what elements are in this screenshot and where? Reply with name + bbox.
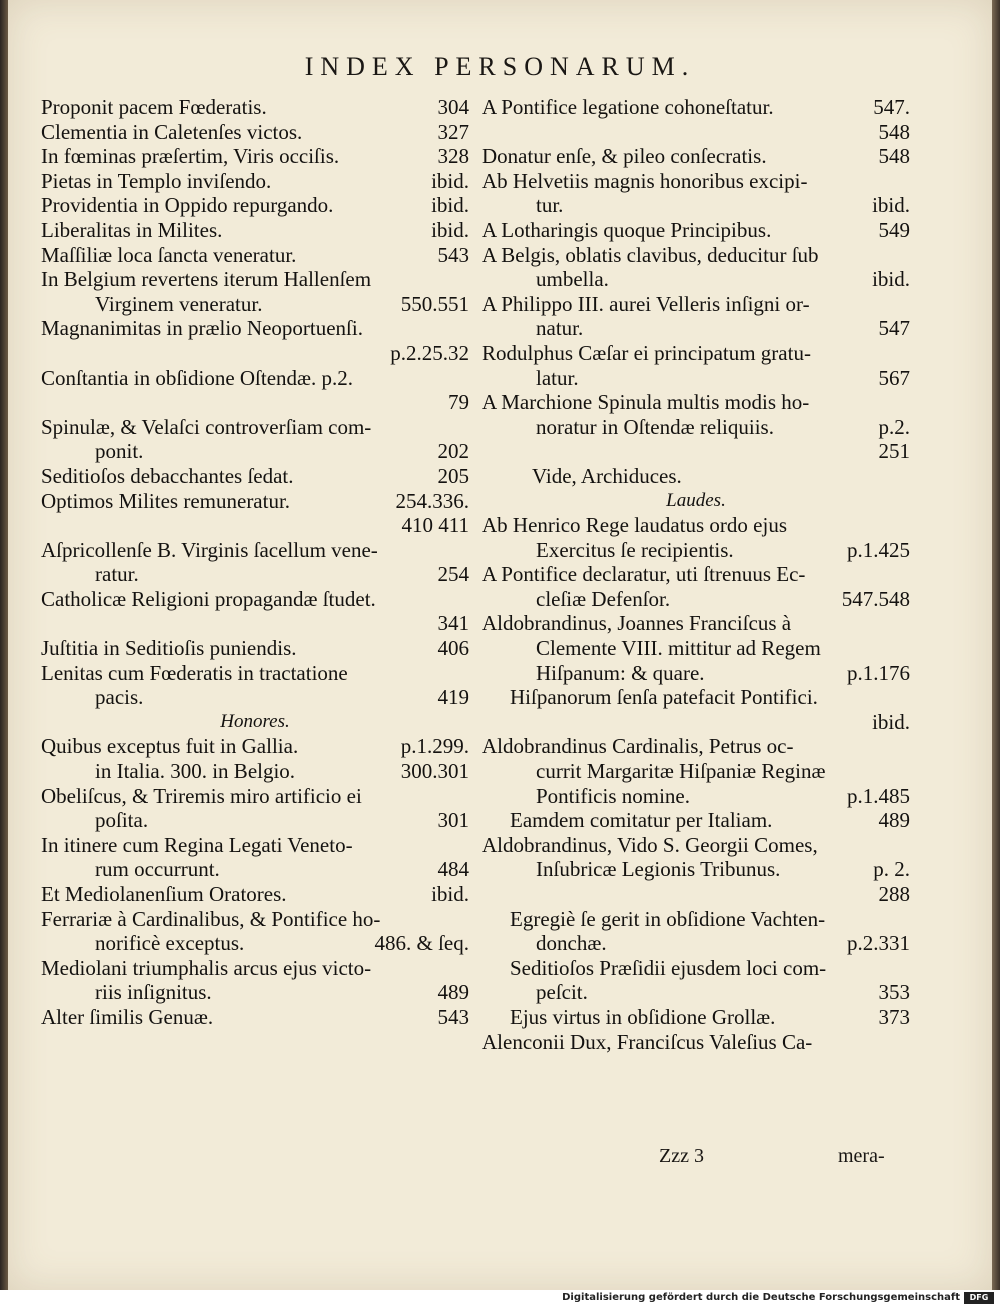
entry-page-ref: 202 (437, 439, 469, 464)
entry-page-ref: 489 (437, 980, 469, 1005)
entry-page-ref: 484 (437, 857, 469, 882)
entry-page-ref: 254 (437, 562, 469, 587)
index-entry-line (41, 882, 469, 907)
index-entry-line (41, 759, 469, 784)
entry-text: ponit. (95, 439, 144, 464)
entry-page-ref: ibid. (431, 882, 469, 906)
entry-text: Ab Henrico Rege laudatus ordo ejus (482, 513, 788, 538)
entry-text: rum occurrunt. (95, 857, 220, 882)
entry-page-ref: 327 (437, 119, 469, 144)
signature-mark: Zzz 3 (659, 1145, 704, 1167)
entry-text: donchæ. (536, 931, 607, 956)
entry-text: latur. (536, 365, 579, 390)
index-entry-line (41, 169, 469, 194)
entry-page-ref: p.1.425 (847, 537, 910, 562)
section-heading (482, 489, 910, 514)
index-entry-line (482, 636, 910, 661)
entry-page-ref: ibid. (872, 709, 910, 734)
index-entry-line (482, 144, 910, 169)
entry-text: Aldobrandinus, Joannes Franciſcus à (482, 611, 792, 636)
entry-text: pacis. (95, 685, 144, 710)
index-entry-line (482, 193, 910, 218)
entry-text: Alter ſimilis Genuæ. (41, 1004, 214, 1029)
index-entry-line (482, 538, 910, 563)
index-entry-line (482, 439, 910, 464)
index-entry-line (41, 439, 469, 464)
index-entry-line (482, 366, 910, 391)
entry-page-ref: 373 (878, 1004, 910, 1029)
entry-page-ref: p.2. (878, 414, 910, 439)
index-entry-line (482, 316, 910, 341)
entry-page-ref: 353 (878, 980, 910, 1005)
entry-text: Juſtitia in Seditioſis puniendis. (41, 636, 297, 661)
entry-text: Magnanimitas in prælio Neoportuenſi. (41, 316, 363, 341)
entry-text: A Marchione Spinula multis modis ho- (482, 390, 810, 415)
entry-page-ref: 549 (878, 217, 910, 242)
entry-text: A Lotharingis quoque Principibus. (482, 217, 772, 242)
entry-text: A Pontifice legatione cohoneſtatur. (482, 95, 774, 119)
entry-text: umbella. (536, 267, 609, 292)
entry-page-ref: 548 (878, 144, 910, 169)
entry-text: Proponit pacem Fœderatis. (41, 95, 267, 119)
index-entry-line (482, 1030, 910, 1055)
index-entry-line (41, 907, 469, 932)
index-entry-line (482, 513, 910, 538)
entry-text: Aldobrandinus Cardinalis, Petrus oc- (482, 734, 794, 759)
book-page (8, 0, 992, 1290)
index-entry-line (41, 120, 469, 145)
index-entry-line (41, 808, 469, 833)
index-entry-line (41, 956, 469, 981)
index-entry-line (482, 808, 910, 833)
index-entry-line (41, 144, 469, 169)
index-entry-line (41, 218, 469, 243)
index-entry-line (41, 636, 469, 661)
entry-text: noratur in Oſtendæ reliquiis. (536, 414, 774, 439)
index-column-right (482, 95, 910, 1054)
entry-text: In itinere cum Regina Legati Veneto- (41, 832, 353, 857)
index-entry-line (482, 587, 910, 612)
entry-page-ref: ibid. (431, 193, 469, 218)
index-entry-line (41, 833, 469, 858)
entry-page-ref: ibid. (431, 168, 469, 193)
entry-text: Pontificis nomine. (536, 783, 690, 808)
entry-page-ref: 543 (437, 242, 469, 267)
entry-text: In fœminas præſertim, Viris occiſis. (41, 144, 340, 169)
entry-text: Eamdem comitatur per Italiam. (510, 808, 773, 833)
page-header: INDEX PERSONARUM. (304, 52, 696, 81)
index-entry-line (482, 341, 910, 366)
entry-page-ref: 547. (873, 95, 910, 119)
entry-page-ref: 288 (878, 882, 910, 906)
entry-text: Alenconii Dux, Franciſcus Valeſius Ca- (482, 1029, 813, 1054)
entry-text: In Belgium revertens iterum Hallenſem (41, 267, 372, 292)
entry-page-ref: 489 (878, 808, 910, 833)
entry-text: Rodulphus Cæſar ei principatum gratu- (482, 340, 811, 365)
index-entry-line (482, 390, 910, 415)
index-entry-line (482, 267, 910, 292)
entry-text: norificè exceptus. (95, 931, 245, 956)
entry-text: natur. (536, 316, 584, 341)
entry-text: Laudes. (666, 489, 726, 511)
index-entry-line (41, 267, 469, 292)
entry-page-ref: 304 (437, 95, 469, 119)
entry-text: Seditioſos Præſidii ejusdem loci com- (510, 955, 827, 980)
entry-text: Catholicæ Religioni propagandæ ſtudet. (41, 586, 376, 611)
entry-page-ref: ibid. (431, 217, 469, 242)
index-entry-line (41, 931, 469, 956)
entry-text: Ferrariæ à Cardinalibus, & Pontifice ho- (41, 906, 381, 931)
entry-page-ref: 548 (878, 119, 910, 144)
entry-text: Vide, Archiduces. (532, 463, 682, 488)
index-entry-line (41, 415, 469, 440)
index-entry-line (41, 587, 469, 612)
index-entry-line (482, 710, 910, 735)
index-entry-line (41, 538, 469, 563)
index-entry-line (482, 218, 910, 243)
entry-text: Spinulæ, & Velaſci controverſiam com- (41, 414, 372, 439)
index-entry-line (482, 415, 910, 440)
entry-text: Pietas in Templo inviſendo. (41, 168, 272, 193)
entry-text: Optimos Milites remuneratur. (41, 488, 291, 513)
entry-page-ref: 486. & ſeq. (374, 931, 469, 956)
index-entry-line (482, 243, 910, 268)
entry-text: Lenitas cum Fœderatis in tractatione (41, 660, 348, 685)
entry-text: Ab Helvetiis magnis honoribus excipi- (482, 168, 808, 193)
entry-page-ref: 79 (448, 390, 469, 415)
entry-page-ref: 341 (437, 611, 469, 636)
index-entry-line (482, 734, 910, 759)
entry-page-ref: 410 411 (401, 513, 469, 538)
entry-text: Exercitus ſe recipientis. (536, 537, 734, 562)
entry-text: Clemente VIII. mittitur ad Regem (536, 636, 821, 661)
index-entry-line (41, 243, 469, 268)
index-entry-line (41, 562, 469, 587)
dfg-logo: DFG (964, 1292, 994, 1304)
index-entry-line (482, 784, 910, 809)
entry-page-ref: p. 2. (873, 857, 910, 882)
entry-page-ref: 328 (437, 144, 469, 169)
index-entry-line (482, 120, 910, 145)
entry-page-ref: 419 (437, 685, 469, 710)
entry-page-ref: 567 (878, 365, 910, 390)
entry-text: Hiſpanorum ſenſa patefacit Pontifici. (510, 685, 818, 710)
index-entry-line (41, 390, 469, 415)
entry-text: Aldobrandinus, Vido S. Georgii Comes, (482, 832, 818, 857)
index-entry-line (41, 193, 469, 218)
entry-text: Hiſpanum: & quare. (536, 660, 705, 685)
entry-text: currit Margaritæ Hiſpaniæ Reginæ (536, 759, 826, 784)
index-entry-line (41, 489, 469, 514)
page-edge-left (0, 0, 8, 1290)
entry-page-ref: 547 (878, 316, 910, 341)
entry-text: in Italia. 300. in Belgio. (95, 759, 296, 784)
section-heading (41, 710, 469, 735)
entry-text: Honores. (220, 710, 290, 732)
index-entry-line (482, 759, 910, 784)
entry-text: Liberalitas in Milites. (41, 217, 223, 242)
index-entry-line (482, 907, 910, 932)
entry-text: Conſtantia in obſidione Oſtendæ. p.2. (41, 365, 354, 390)
index-entry-line (41, 513, 469, 538)
index-entry-line (482, 661, 910, 686)
entry-page-ref: p.2.25.32 (390, 340, 469, 365)
entry-page-ref: p.1.485 (847, 783, 910, 808)
entry-page-ref: 301 (437, 808, 469, 833)
index-entry-line (482, 169, 910, 194)
entry-text: Obeliſcus, & Triremis miro artificio ei (41, 783, 362, 808)
entry-text: A Philippo III. aurei Velleris inſigni or- (482, 291, 810, 316)
index-entry-line (41, 857, 469, 882)
index-entry-line (482, 464, 910, 489)
index-entry-line (41, 685, 469, 710)
index-entry-line (41, 95, 469, 120)
index-entry-line (41, 316, 469, 341)
entry-page-ref: 547.548 (841, 586, 910, 611)
entry-text: Inſubricæ Legionis Tribunus. (536, 857, 781, 882)
index-entry-line (482, 685, 910, 710)
entry-text: Et Mediolanenſium Oratores. (41, 882, 287, 906)
index-entry-line (482, 980, 910, 1005)
index-entry-line (41, 292, 469, 317)
entry-text: Providentia in Oppido repurgando. (41, 193, 334, 218)
index-entry-line (482, 292, 910, 317)
index-entry-line (482, 833, 910, 858)
entry-text: riis inſignitus. (95, 980, 212, 1005)
index-entry-line (482, 562, 910, 587)
entry-page-ref: ibid. (872, 193, 910, 218)
index-entry-line (41, 366, 469, 391)
entry-page-ref: 300.301 (400, 759, 469, 784)
entry-page-ref: 251 (878, 439, 910, 464)
entry-text: Maſſiliæ loca ſancta veneratur. (41, 242, 297, 267)
entry-text: cleſiæ Defenſor. (536, 586, 671, 611)
entry-page-ref: 406 (437, 636, 469, 661)
index-entry-line (482, 931, 910, 956)
entry-page-ref: 550.551 (400, 291, 469, 316)
entry-text: Ejus virtus in obſidione Grollæ. (510, 1004, 776, 1029)
entry-page-ref: 254.336. (395, 488, 469, 513)
index-entry-line (482, 956, 910, 981)
entry-page-ref: 543 (437, 1004, 469, 1029)
entry-text: Egregiè ſe gerit in obſidione Vachten- (510, 906, 826, 931)
index-entry-line (41, 734, 469, 759)
index-column-left (41, 95, 469, 1030)
entry-page-ref: ibid. (872, 267, 910, 292)
index-entry-line (482, 882, 910, 907)
digitization-footer (0, 1290, 1000, 1307)
catchword: mera- (838, 1145, 885, 1167)
entry-page-ref: p.1.299. (400, 734, 469, 759)
entry-text: Aſpricollenſe B. Virginis ſacellum vene- (41, 537, 378, 562)
page-edge-right (992, 0, 1000, 1290)
footer-text: Digitalisierung gefördert durch die Deutsche Forschungsgemeinschaft (562, 1292, 960, 1303)
entry-text: ratur. (95, 562, 139, 587)
entry-page-ref: p.2.331 (847, 931, 910, 956)
index-entry-line (482, 857, 910, 882)
index-entry-line (482, 611, 910, 636)
entry-text: A Belgis, oblatis clavibus, deducitur ſub (482, 242, 819, 267)
entry-text: poſita. (95, 808, 149, 833)
entry-page-ref: 205 (437, 463, 469, 488)
entry-page-ref: p.1.176 (847, 660, 910, 685)
entry-text: Donatur enſe, & pileo conſecratis. (482, 144, 767, 169)
entry-text: Clementia in Caletenſes victos. (41, 119, 303, 144)
entry-text: Mediolani triumphalis arcus ejus victo- (41, 955, 372, 980)
entry-text: Quibus exceptus fuit in Gallia. (41, 734, 299, 759)
index-entry-line (41, 1005, 469, 1030)
index-entry-line (482, 1005, 910, 1030)
entry-text: Seditioſos debacchantes ſedat. (41, 463, 294, 488)
index-entry-line (482, 95, 910, 120)
entry-text: peſcit. (536, 980, 588, 1005)
index-entry-line (41, 464, 469, 489)
index-entry-line (41, 611, 469, 636)
entry-text: Virginem veneratur. (95, 291, 263, 316)
index-entry-line (41, 784, 469, 809)
index-entry-line (41, 980, 469, 1005)
index-entry-line (41, 341, 469, 366)
index-entry-line (41, 661, 469, 686)
entry-text: tur. (536, 193, 564, 218)
entry-text: A Pontifice declaratur, uti ſtrenuus Ec- (482, 562, 806, 587)
